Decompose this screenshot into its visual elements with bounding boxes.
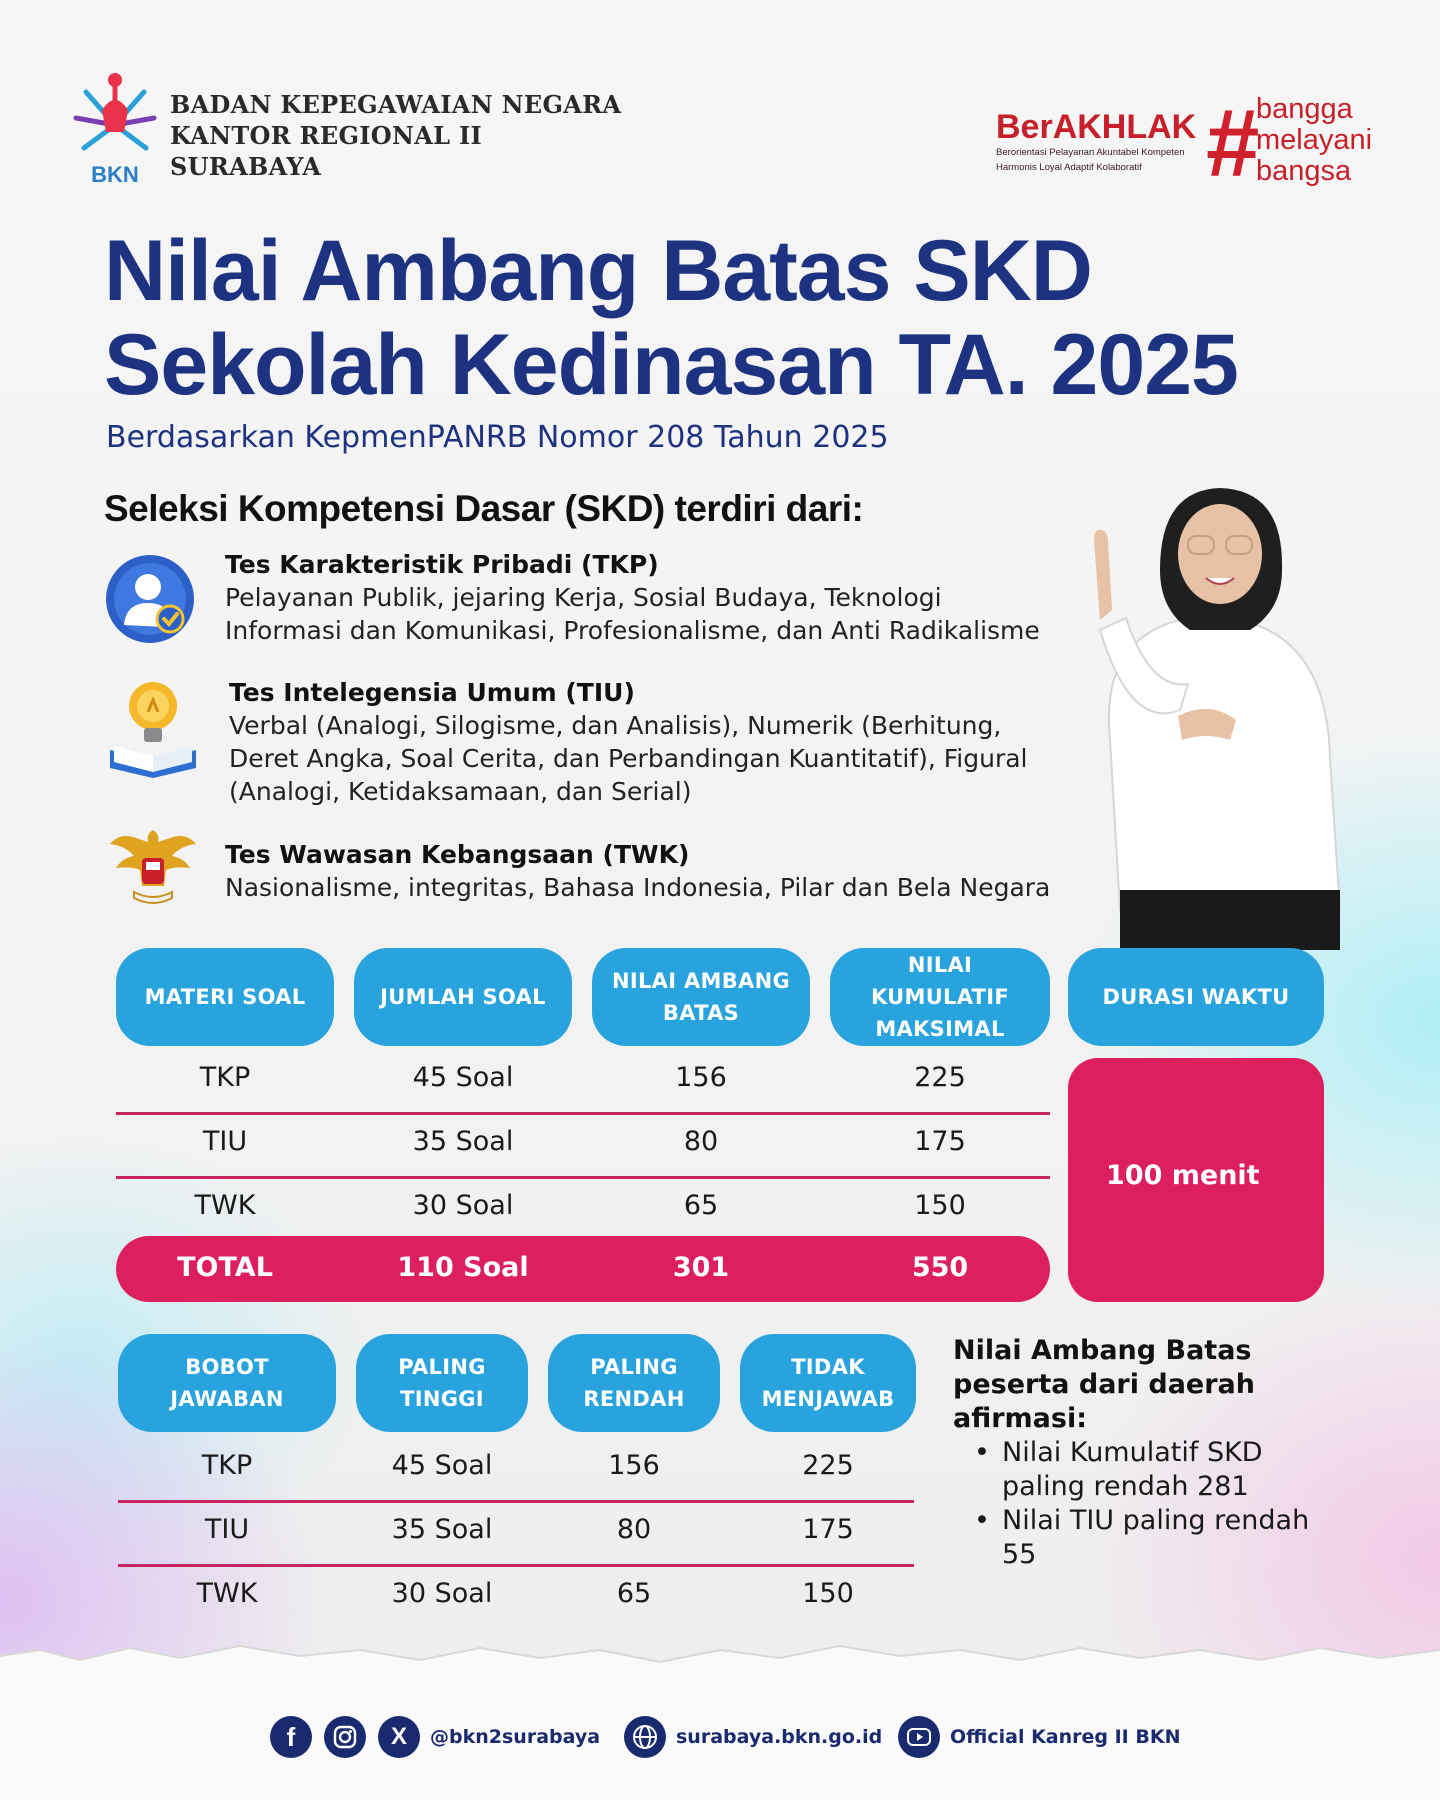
x-link[interactable] (378, 1716, 600, 1758)
table1-cell: 45 Soal (412, 1062, 514, 1093)
instagram-icon (324, 1716, 366, 1758)
table1-cell: 35 Soal (412, 1126, 514, 1157)
presenter-photo (1060, 470, 1360, 950)
section-heading: Seleksi Kompetensi Dasar (SKD) terdiri dari: (104, 488, 864, 529)
afirmasi-heading: Nilai Ambang Batas peserta dari daerah afirmasi: (953, 1335, 1255, 1434)
table1-total-label: TOTAL (177, 1252, 273, 1283)
bkn-logo (72, 70, 158, 190)
torn-paper-edge (0, 1620, 1440, 1800)
table2-cell: 45 Soal (391, 1450, 493, 1481)
youtube-channel: Official Kanreg II BKN (950, 1726, 1181, 1748)
x-icon: X (378, 1716, 420, 1758)
table1-total-jumlah: 110 Soal (397, 1252, 529, 1283)
table1-header-durasi-waktu: DURASI WAKTU (1068, 948, 1324, 1046)
table1-cell: 225 (914, 1062, 966, 1093)
tagline-word-2: melayani (1256, 124, 1373, 156)
table1-header-materi-soal: MATERI SOAL (116, 948, 334, 1046)
table1-cell: 30 Soal (412, 1190, 514, 1221)
youtube-icon (898, 1716, 940, 1758)
table1-total-kumulatif: 550 (911, 1252, 969, 1283)
test-title-tkp: Tes Karakteristik Pribadi (TKP) (225, 550, 659, 579)
table2-cell: TIU (204, 1514, 250, 1545)
test-title-tiu: Tes Intelegensia Umum (TIU) (229, 678, 635, 707)
test-item-tiu (229, 676, 1109, 808)
test-title-twk: Tes Wawasan Kebangsaan (TWK) (225, 840, 690, 869)
website-link[interactable] (624, 1716, 882, 1758)
table2-header-paling-rendah: PALING RENDAH (548, 1334, 720, 1432)
afirmasi-item: • Nilai Kumulatif SKD paling rendah 281 (970, 1436, 1330, 1504)
org-name-line-3: SURABAYA (170, 152, 322, 181)
table1-cell: 150 (914, 1190, 966, 1221)
tagline-word-3: bangsa (1256, 155, 1352, 187)
berakhlak-sub-1: Berorientasi Pelayanan Akuntabel Kompeten (996, 147, 1185, 158)
tagline (1256, 94, 1372, 187)
test-item-tkp (225, 548, 1105, 647)
table2-cell: 225 (802, 1450, 854, 1481)
page-title-line-2: Sekolah Kedinasan TA. 2025 (104, 317, 1238, 413)
test-desc-tiu-line-2: Deret Angka, Soal Cerita, dan Perbandingan Kuantitatif), Figural (229, 744, 1028, 773)
test-desc-tkp-line-1: Pelayanan Publik, jejaring Kerja, Sosial Budaya, Teknologi (225, 583, 942, 612)
page-title-line-1: Nilai Ambang Batas SKD (104, 223, 1092, 319)
table2-cell: 150 (802, 1578, 854, 1609)
instagram-link[interactable] (324, 1716, 366, 1758)
garuda-icon (106, 820, 200, 912)
table1-cell: TIU (202, 1126, 248, 1157)
table2-cell: 30 Soal (391, 1578, 493, 1609)
table2-cell: 35 Soal (391, 1514, 493, 1545)
facebook-icon: f (270, 1716, 312, 1758)
table2-cell: 175 (802, 1514, 854, 1545)
table1-cell: 156 (675, 1062, 727, 1093)
tagline-word-1: bangga (1256, 93, 1353, 125)
table2-cell: 80 (616, 1514, 652, 1545)
table2-cell: 156 (608, 1450, 660, 1481)
duration-value: 100 menit (1106, 1160, 1260, 1191)
page-subtitle: Berdasarkan KepmenPANRB Nomor 208 Tahun 2025 (106, 420, 889, 455)
test-desc-tiu-line-1: Verbal (Analogi, Silogisme, dan Analisis), Numerik (Berhitung, (229, 711, 1002, 740)
table2-header-tidak-menjawab: TIDAK MENJAWAB (740, 1334, 916, 1432)
table2-cell: TWK (196, 1578, 258, 1609)
table1-row-divider (116, 1176, 1050, 1179)
social-handle: @bkn2surabaya (430, 1726, 601, 1748)
website-url: surabaya.bkn.go.id (676, 1726, 883, 1748)
svg-text:BKN: BKN (91, 162, 139, 187)
lightbulb-book-icon (104, 672, 202, 780)
table2-header-bobot-jawaban: BOBOT JAWABAN (118, 1334, 336, 1432)
table1-cell: TWK (194, 1190, 256, 1221)
youtube-link[interactable] (898, 1716, 1180, 1758)
org-name-line-2: KANTOR REGIONAL II (170, 121, 483, 150)
table1-cell: 65 (683, 1190, 719, 1221)
table1-header-jumlah-soal: JUMLAH SOAL (354, 948, 572, 1046)
org-name-line-1: BADAN KEPEGAWAIAN NEGARA (170, 90, 622, 119)
test-desc-tkp-line-2: Informasi dan Komunikasi, Profesionalisme, dan Anti Radikalisme (225, 616, 1040, 645)
table2-row-divider (118, 1500, 914, 1503)
afirmasi-item: • Nilai TIU paling rendah 55 (970, 1504, 1330, 1572)
hashtag-mark: # (1206, 90, 1260, 197)
table2-cell: TKP (201, 1450, 253, 1481)
test-desc-tiu-line-3: (Analogi, Ketidaksamaan, dan Serial) (229, 777, 692, 806)
user-check-icon (104, 553, 196, 645)
berakhlak-word: BerAKHLAK (996, 108, 1197, 146)
table1-total-ambang: 301 (672, 1252, 730, 1283)
table1-header-nilai-ambang-batas: NILAI AMBANG BATAS (592, 948, 810, 1046)
test-desc-twk-line-1: Nasionalisme, integritas, Bahasa Indonesia, Pilar dan Bela Negara (225, 873, 1051, 902)
table1-cell: TKP (199, 1062, 251, 1093)
globe-icon (624, 1716, 666, 1758)
facebook-link[interactable] (270, 1716, 312, 1758)
table2-row-divider (118, 1564, 914, 1567)
table1-cell: 175 (914, 1126, 966, 1157)
table2-cell: 65 (616, 1578, 652, 1609)
berakhlak-logo (996, 110, 1196, 174)
table2-header-paling-tinggi: PALING TINGGI (356, 1334, 528, 1432)
afirmasi-list (970, 1436, 1330, 1572)
table1-row-divider (116, 1112, 1050, 1115)
test-item-twk (225, 838, 1105, 904)
berakhlak-sub-2: Harmonis Loyal Adaptif Kolaboratif (996, 161, 1142, 173)
table1-cell: 80 (683, 1126, 719, 1157)
table1-header-nilai-kumulatif: NILAI KUMULATIF MAKSIMAL (830, 948, 1050, 1046)
